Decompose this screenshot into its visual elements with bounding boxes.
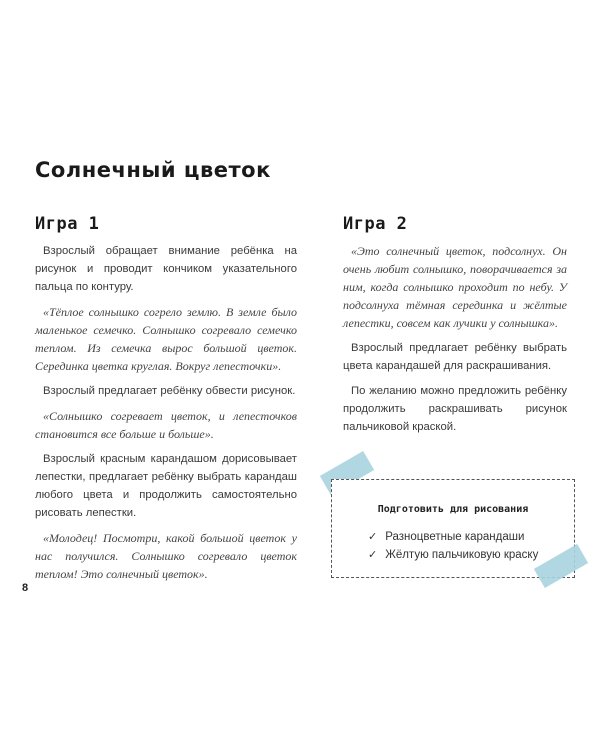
game-2-title: Игра 2 (343, 214, 408, 234)
game-2-quote: «Это солнечный цветок, подсолнух. Он очень любит солнышко, поворачивается за ним, когда солнышко проходит по небу. У подсолнуха тёмная серединка и жёлтые лепестки, совсем как лучики у солнышка». (343, 244, 567, 330)
page-number: 8 (22, 582, 29, 594)
materials-note (331, 479, 575, 578)
game-2-paragraph: По желанию можно предложить ребёнку продолжить раскрашивать рисунок пальчиковой краской. (343, 385, 567, 433)
game-1-section (35, 214, 297, 590)
checkmark-icon: ✓ (368, 549, 378, 561)
materials-list (368, 528, 538, 564)
game-2-section (343, 214, 567, 443)
game-1-quote: «Молодец! Посмотри, какой большой цветок у нас получился. Солнышко согревало цветок теплом! Это солнечный цветок». (35, 531, 297, 581)
game-1-quote: «Тёплое солнышко согрело землю. В земле было маленькое семечко. Солнышко согревало семечко теплом. Из семечка вырос большой цветок. Серединка цветка круглая. Вокруг лепесточки». (35, 305, 297, 373)
materials-item-label: Разноцветные карандаши (385, 531, 525, 543)
page-title: Солнечный цветок (35, 158, 271, 182)
materials-item-label: Жёлтую пальчиковую краску (385, 549, 539, 561)
game-1-paragraph: Взрослый предлагает ребёнку обвести рисунок. (43, 385, 296, 397)
checkmark-icon: ✓ (368, 531, 378, 543)
game-1-paragraph: Взрослый красным карандашом дорисовывает лепестки, предлагает ребёнку выбрать карандаш любого цвета и продолжить самостоятельно рисовать лепестки. (35, 453, 297, 519)
game-2-paragraph: Взрослый предлагает ребёнку выбрать цвета карандашей для раскрашивания. (343, 342, 567, 372)
game-1-paragraph: Взрослый обращает внимание ребёнка на рисунок и проводит кончиком указательного пальца по контуру. (35, 245, 297, 293)
materials-title: Подготовить для рисования (377, 504, 529, 515)
game-1-quote: «Солнышко согревает цветок, и лепесточков становится все больше и больше». (35, 409, 297, 441)
materials-item (368, 528, 538, 546)
game-1-title: Игра 1 (35, 214, 100, 234)
materials-item (368, 546, 538, 564)
